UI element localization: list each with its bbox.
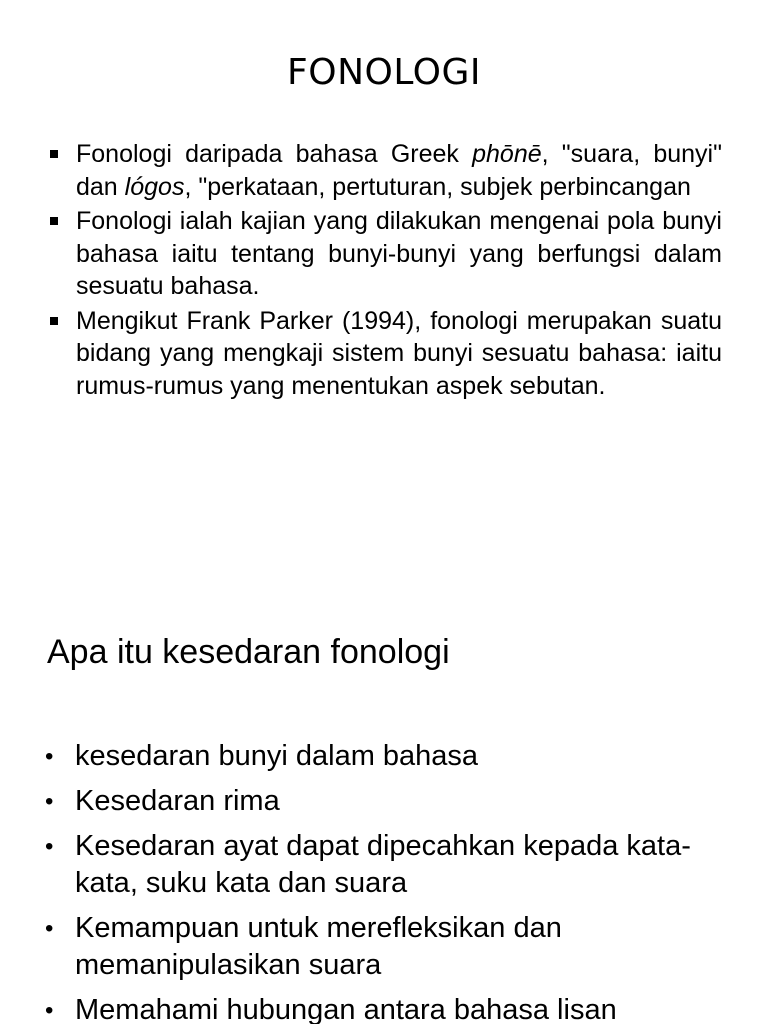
item-text: Mengikut Frank Parker (1994), fonologi merupakan suatu bidang yang mengkaji sistem bunyi sesuatu bahasa: iaitu rumus-rumus yang menentukan aspek sebutan.	[76, 306, 722, 400]
list-item	[48, 205, 722, 303]
bullet-dot-icon: •	[45, 833, 54, 860]
item-text-lead: Fonologi daripada bahasa Greek	[76, 140, 473, 168]
bullet-dot-icon: •	[45, 743, 54, 770]
item-text: Kemampuan untuk merefleksikan dan memanipulasikan suara	[75, 912, 562, 981]
list-item	[44, 738, 734, 775]
bullet-dot-icon: •	[45, 997, 54, 1024]
list-item	[44, 910, 734, 984]
section-heading: Apa itu kesedaran fonologi	[47, 633, 450, 671]
item-text: Memahami hubungan antara bahasa lisan	[75, 994, 617, 1024]
item-text-tail: , "perkataan, pertuturan, subjek perbincangan	[184, 172, 691, 201]
item-text: Fonologi ialah kajian yang dilakukan mengenai pola bunyi bahasa iaitu tentang bunyi-bunyi yang berfungsi dalam sesuatu bahasa.	[76, 207, 722, 300]
greek-term: phōnē	[472, 140, 542, 168]
awareness-list	[44, 738, 734, 1024]
item-text: Kesedaran ayat dapat dipecahkan kepada kata-kata, suku kata dan suara	[75, 830, 691, 899]
page-title: FONOLOGI	[287, 52, 481, 93]
item-text: Kesedaran rima	[75, 785, 280, 817]
bullet-dot-icon: •	[45, 788, 54, 815]
bullet-dot-icon: •	[45, 915, 54, 942]
list-item	[44, 828, 734, 902]
item-text-mid: , "suara, bunyi" dan	[76, 140, 722, 201]
definition-list	[48, 138, 722, 404]
list-item	[48, 138, 722, 203]
list-item	[48, 305, 722, 403]
greek-term: lógos	[124, 172, 185, 201]
item-text: kesedaran bunyi dalam bahasa	[75, 740, 479, 772]
list-item	[44, 992, 734, 1024]
square-bullet-icon	[50, 150, 58, 158]
square-bullet-icon	[50, 317, 58, 325]
square-bullet-icon	[50, 217, 58, 225]
list-item	[44, 783, 734, 820]
